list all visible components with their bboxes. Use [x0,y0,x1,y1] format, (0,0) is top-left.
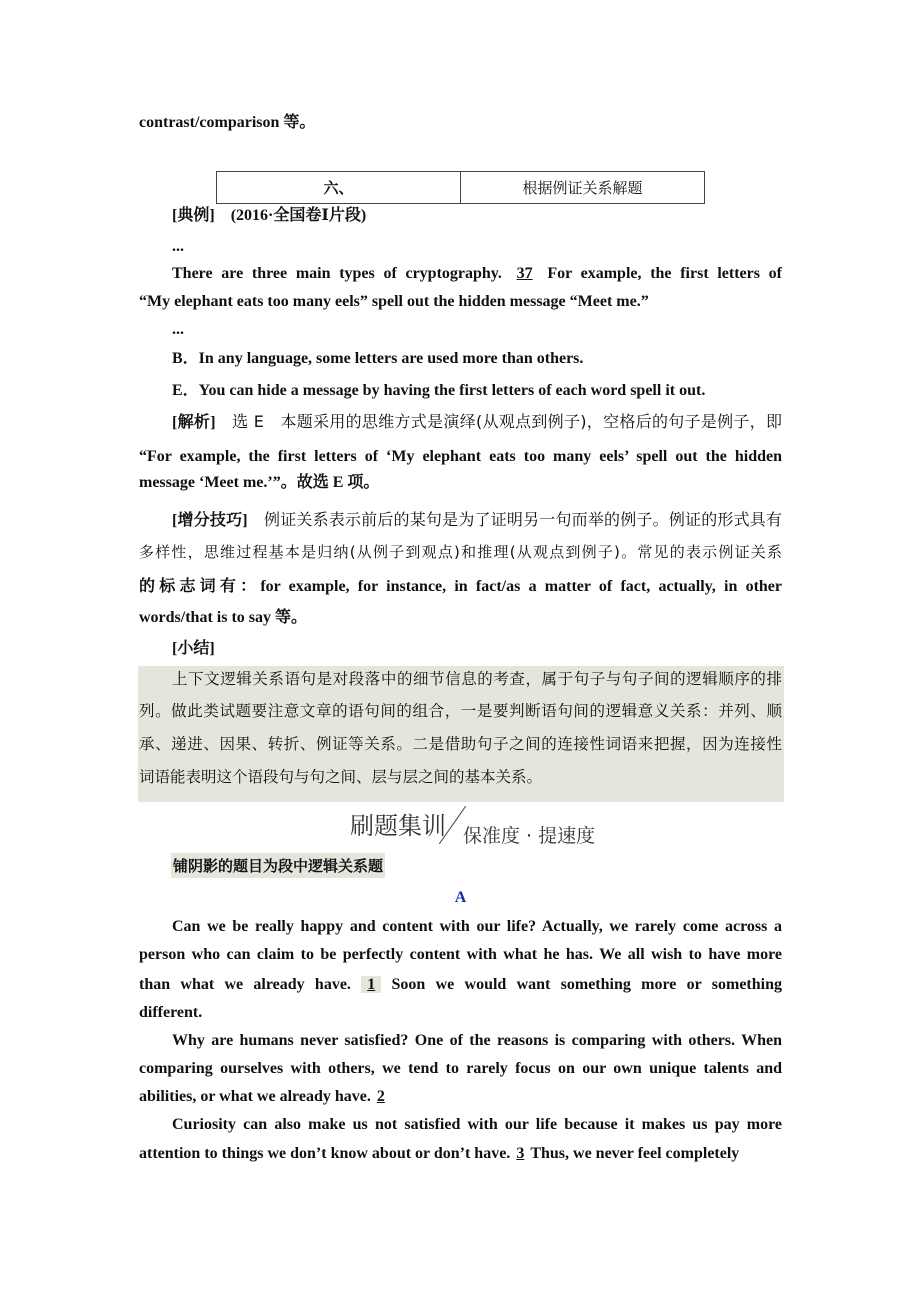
summary-line-1: 上下文逻辑关系语句是对段落中的细节信息的考查，属于句子与句子间的逻辑顺序的排 [172,670,782,688]
example-header [172,206,782,226]
summary-line-3: 承、递进、因果、转折、例证等关系。二是借助句子之间的连接性词语来把握，因为连接性 [139,735,782,753]
banner-title: 刷题集训 [350,812,446,840]
tips-line-2: 多样性，思维过程基本是归纳(从例子到观点)和推理(从观点到例子)。常见的表示例证关系 [139,543,782,561]
ellipsis: ... [172,238,184,255]
section-number: 六、 [217,172,461,204]
example-tag: [典例] [172,207,215,224]
blank-37: 37 [516,265,533,282]
summary-tag: [小结] [172,640,215,657]
passage-line: abilities, or what we already have. 2 [139,1087,782,1107]
example-source: (2016·全国卷Ⅰ片段) [230,207,367,224]
passage-line: different. [139,1004,203,1021]
tips-line-1: [增分技巧] 例证关系表示前后的某句是为了证明另一句而举的例子。例证的形式具有 [172,510,782,529]
intro-tail: contrast/comparison 等。 [139,114,316,131]
summary-line-2: 列。做此类试题要注意文章的语句间的组合，一是要判断语句间的逻辑意义关系：并列、顺 [139,702,782,720]
passage-line: Can we be really happy and content with our life? Actually, we rarely come across a [172,918,782,935]
summary-line-4: 词语能表明这个语段句与句之间、层与层之间的基本关系。 [139,768,543,786]
option-b: B．In any language, some letters are used more than others. [172,350,584,367]
ellipsis: ... [172,321,184,338]
shaded-note: 铺阴影的题目为段中逻辑关系题 [171,853,385,878]
passage-title: A [454,889,467,906]
passage-line: person who can claim to be perfectly content with what he has. We all wish to have more [139,946,782,963]
banner-subtitle: 保准度 · 提速度 [463,825,596,847]
tips-line-4: words/that is to say 等。 [139,609,308,626]
passage-line: Why are humans never satisfied? One of the reasons is comparing with others. When [172,1032,782,1049]
blank-3: 3 [516,1145,525,1162]
section-table [216,171,705,204]
blank-2: 2 [376,1088,385,1105]
analysis-line-1: [解析] 选 E 本题采用的思维方式是演绎(从观点到例子)，空格后的句子是例子，即 [172,412,782,431]
passage-line: comparing ourselves with others, we tend to rarely focus on our own unique talents and [139,1060,782,1077]
section-title: 根据例证关系解题 [461,172,705,204]
passage-line: attention to things we don’t know about or don’t have. 3 Thus, we never feel completely [139,1145,740,1162]
analysis-line-2: “For example, the first letters of ‘My elephant eats too many eels’ spell out the hidden [139,448,782,465]
option-e: E．You can hide a message by having the first letters of each word spell it out. [172,382,706,399]
tips-line-3: 的标志词有：for example, for instance, in fact/as a matter of fact, actually, in other [139,578,782,595]
example-line-1: There are three main types of cryptography. 37 For example, the first letters of [172,265,783,282]
passage-line: than what we already have. 1 Soon we would want something more or something [139,976,782,993]
example-line-2: “My elephant eats too many eels” spell out the hidden message “Meet me.” [139,293,649,310]
blank-1: 1 [361,976,381,993]
passage-line: Curiosity can also make us not satisfied with our life because it makes us pay more [172,1116,782,1133]
analysis-line-3: message ‘Meet me.’”。故选 E 项。 [139,474,380,491]
